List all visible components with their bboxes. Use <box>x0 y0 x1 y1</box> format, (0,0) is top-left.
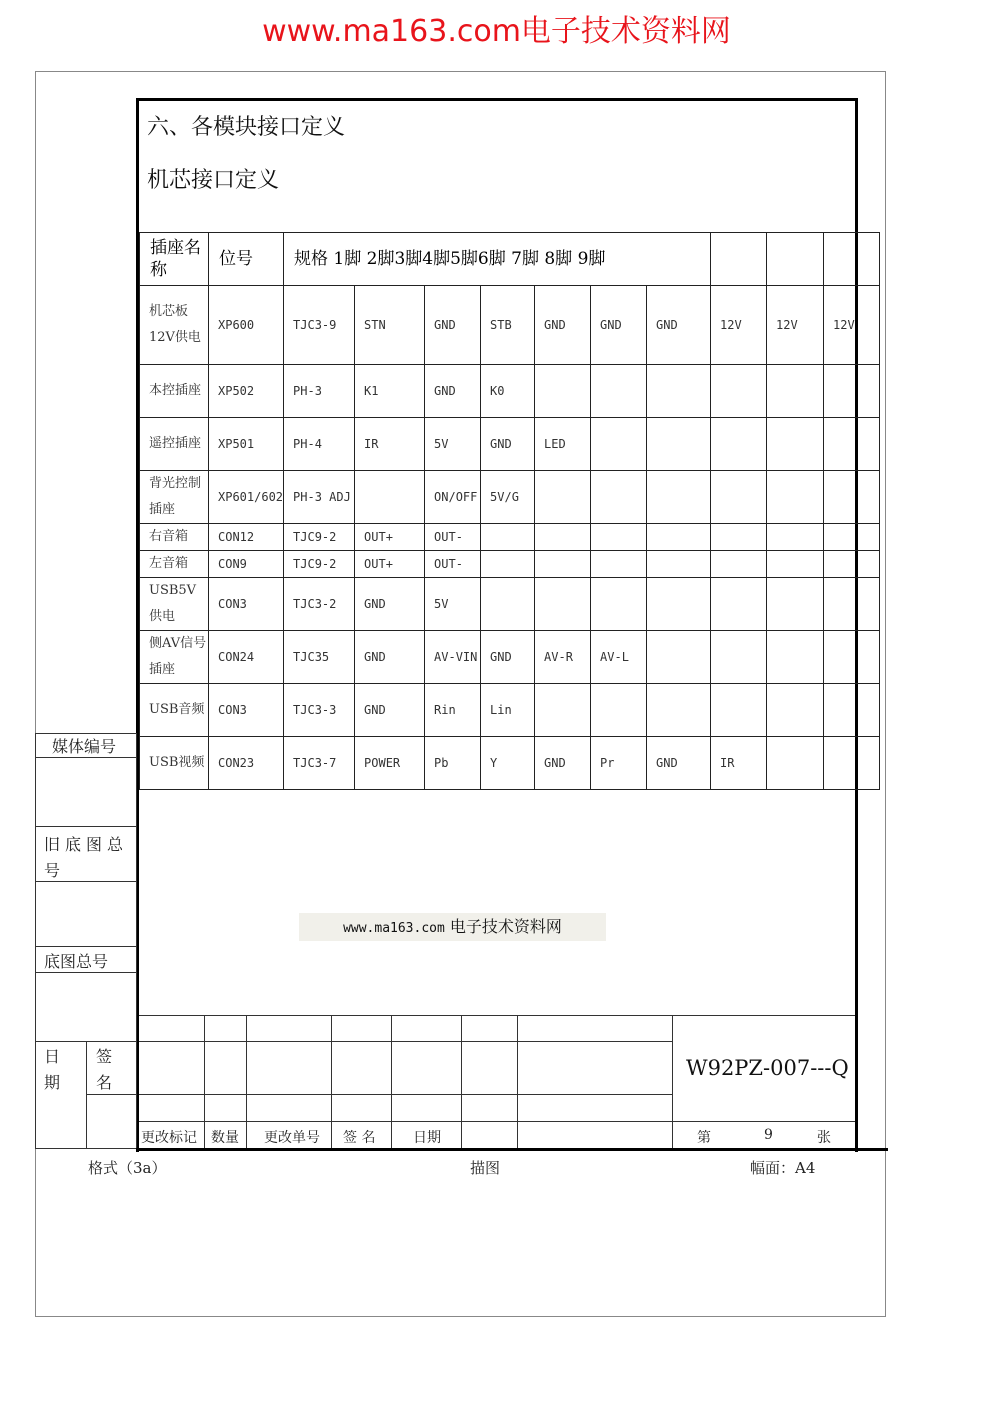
pin-5-cell: AV-L <box>591 631 647 684</box>
format-label: 格式（3a） <box>88 1159 167 1177</box>
quantity-label: 数量 <box>211 1130 239 1146</box>
pin-1-cell <box>355 471 425 524</box>
signature-label: 签 名 <box>343 1130 376 1146</box>
pin-8-cell <box>767 578 824 631</box>
sheet-prefix: 第 <box>697 1130 711 1146</box>
pin-5-cell <box>591 418 647 471</box>
pin-2-cell: ON/OFF <box>425 471 481 524</box>
spec-cell: TJC3-9 <box>284 286 355 365</box>
pin-6-cell <box>647 418 711 471</box>
pin-7-cell <box>711 631 767 684</box>
pin-5-cell <box>591 684 647 737</box>
pin-5-cell <box>591 524 647 551</box>
pin-2-cell: GND <box>425 365 481 418</box>
pin-8-cell: 12V <box>767 286 824 365</box>
pin-3-cell: GND <box>481 418 535 471</box>
pin-5-cell <box>591 365 647 418</box>
pin-6-cell <box>647 631 711 684</box>
socket-name-cell: 机芯板12V供电 <box>140 286 209 365</box>
pin-3-cell <box>481 551 535 578</box>
header-spec-pins: 规格 1脚 2脚3脚4脚5脚6脚 7脚 8脚 9脚 <box>284 233 711 286</box>
pin-1-cell: GND <box>355 684 425 737</box>
socket-name-cell: 侧AV信号插座 <box>140 631 209 684</box>
spec-cell: TJC3-3 <box>284 684 355 737</box>
media-no-label: 媒体编号 <box>52 737 117 756</box>
socket-name-cell: 左音箱 <box>140 551 209 578</box>
pin-8-cell <box>767 418 824 471</box>
pin-8-cell <box>767 684 824 737</box>
spec-cell: PH-3 <box>284 365 355 418</box>
pin-9-cell <box>824 471 880 524</box>
pin-2-cell: 5V <box>425 418 481 471</box>
pin-7-cell <box>711 365 767 418</box>
sheet-number: 9 <box>764 1127 773 1143</box>
table-row <box>140 471 880 524</box>
pin-5-cell: Pr <box>591 737 647 790</box>
ref-cell: CON24 <box>209 631 284 684</box>
pin-6-cell <box>647 551 711 578</box>
spec-cell: PH-4 <box>284 418 355 471</box>
pin-2-cell: AV-VIN <box>425 631 481 684</box>
interface-table <box>139 232 880 790</box>
pin-7-cell <box>711 578 767 631</box>
pin-2-cell: OUT- <box>425 551 481 578</box>
title-block-line <box>204 1015 205 1149</box>
pin-2-cell: Rin <box>425 684 481 737</box>
table-row <box>140 418 880 471</box>
pin-8-cell <box>767 631 824 684</box>
pin-9-cell <box>824 737 880 790</box>
pin-4-cell: LED <box>535 418 591 471</box>
change-mark-label: 更改标记 <box>141 1130 197 1146</box>
socket-name-cell: USB音频 <box>140 684 209 737</box>
pin-9-cell <box>824 418 880 471</box>
pin-6-cell <box>647 578 711 631</box>
pin-4-cell: GND <box>535 737 591 790</box>
pin-4-cell: GND <box>535 286 591 365</box>
paper-size-label: 幅面：A4 <box>750 1159 816 1177</box>
ref-cell: CON9 <box>209 551 284 578</box>
sign-value-box <box>86 1094 137 1149</box>
table-row <box>140 737 880 790</box>
pin-9-cell <box>824 551 880 578</box>
title-block-line <box>331 1015 332 1149</box>
pin-3-cell <box>481 578 535 631</box>
ref-cell: CON12 <box>209 524 284 551</box>
date-label-bottom: 日期 <box>413 1130 441 1146</box>
ref-cell: XP600 <box>209 286 284 365</box>
pin-4-cell <box>535 684 591 737</box>
pin-1-cell: GND <box>355 578 425 631</box>
spec-cell: TJC3-7 <box>284 737 355 790</box>
sign-label: 签名 <box>96 1047 113 1092</box>
pin-4-cell <box>535 524 591 551</box>
section-heading: 六、各模块接口定义 <box>147 115 346 140</box>
spec-cell: TJC35 <box>284 631 355 684</box>
change-no-label: 更改单号 <box>264 1130 320 1146</box>
pin-5-cell <box>591 578 647 631</box>
date-label: 日期 <box>44 1047 61 1092</box>
pin-3-cell: 5V/G <box>481 471 535 524</box>
title-block-line <box>517 1015 518 1149</box>
spec-cell: TJC3-2 <box>284 578 355 631</box>
spec-cell: TJC9-2 <box>284 551 355 578</box>
pin-5-cell <box>591 471 647 524</box>
ref-cell: XP502 <box>209 365 284 418</box>
socket-name-cell: 右音箱 <box>140 524 209 551</box>
pin-5-cell: GND <box>591 286 647 365</box>
pin-4-cell <box>535 578 591 631</box>
ref-cell: XP501 <box>209 418 284 471</box>
pin-8-cell <box>767 737 824 790</box>
pin-4-cell: AV-R <box>535 631 591 684</box>
socket-name-cell: 本控插座 <box>140 365 209 418</box>
pin-5-cell <box>591 551 647 578</box>
table-row <box>140 365 880 418</box>
pin-6-cell <box>647 524 711 551</box>
pin-1-cell: GND <box>355 631 425 684</box>
table-row <box>140 286 880 365</box>
ref-cell: XP601/602 <box>209 471 284 524</box>
socket-name-cell: 遥控插座 <box>140 418 209 471</box>
ref-cell: CON23 <box>209 737 284 790</box>
table-header-row <box>140 233 880 286</box>
pin-9-cell <box>824 684 880 737</box>
drawing-label: 描图 <box>470 1159 501 1177</box>
table-row <box>140 578 880 631</box>
site-banner: www.ma163.com电子技术资料网 <box>262 14 731 49</box>
pin-3-cell: GND <box>481 631 535 684</box>
pin-1-cell: IR <box>355 418 425 471</box>
title-block-line <box>246 1015 247 1149</box>
spec-cell: TJC9-2 <box>284 524 355 551</box>
table-row <box>140 631 880 684</box>
watermark-url: www.ma163.com <box>343 921 445 936</box>
pin-1-cell: OUT+ <box>355 524 425 551</box>
title-block-line <box>672 1015 673 1149</box>
pin-3-cell: Y <box>481 737 535 790</box>
spec-cell: PH-3 ADJ <box>284 471 355 524</box>
subsection-heading: 机芯接口定义 <box>147 168 280 193</box>
title-block-line <box>139 1041 672 1042</box>
pin-8-cell <box>767 365 824 418</box>
socket-name-cell: 背光控制插座 <box>140 471 209 524</box>
document-number: W92PZ-007---Q <box>686 1056 849 1080</box>
pin-3-cell: STB <box>481 286 535 365</box>
pin-2-cell: 5V <box>425 578 481 631</box>
title-block-line <box>139 1094 672 1095</box>
pin-9-cell <box>824 631 880 684</box>
ref-cell: CON3 <box>209 684 284 737</box>
pin-8-cell <box>767 524 824 551</box>
pin-1-cell: K1 <box>355 365 425 418</box>
pin-1-cell: POWER <box>355 737 425 790</box>
sheet-suffix: 张 <box>817 1130 831 1146</box>
pin-9-cell: 12V <box>824 286 880 365</box>
pin-7-cell <box>711 418 767 471</box>
pin-2-cell: Pb <box>425 737 481 790</box>
pin-6-cell: GND <box>647 286 711 365</box>
media-no-value-box <box>35 757 137 827</box>
base-no-label: 底图总号 <box>44 952 109 971</box>
pin-1-cell: STN <box>355 286 425 365</box>
pin-7-cell: 12V <box>711 286 767 365</box>
pin-6-cell <box>647 684 711 737</box>
pin-8-cell <box>767 471 824 524</box>
table-row <box>140 684 880 737</box>
bottom-rule <box>136 1148 888 1151</box>
header-socket-name: 插座名称 <box>140 233 209 286</box>
watermark <box>299 913 606 941</box>
pin-6-cell <box>647 471 711 524</box>
pin-3-cell: Lin <box>481 684 535 737</box>
pin-4-cell <box>535 551 591 578</box>
pin-4-cell <box>535 365 591 418</box>
pin-9-cell <box>824 524 880 551</box>
watermark-text: 电子技术资料网 <box>449 917 562 936</box>
ref-cell: CON3 <box>209 578 284 631</box>
pin-4-cell <box>535 471 591 524</box>
pin-7-cell <box>711 524 767 551</box>
pin-3-cell <box>481 524 535 551</box>
pin-2-cell: GND <box>425 286 481 365</box>
pin-6-cell: GND <box>647 737 711 790</box>
title-block-line <box>391 1015 392 1149</box>
table-row <box>140 551 880 578</box>
pin-1-cell: OUT+ <box>355 551 425 578</box>
pin-7-cell <box>711 684 767 737</box>
pin-8-cell <box>767 551 824 578</box>
pin-7-cell <box>711 551 767 578</box>
socket-name-cell: USB视频 <box>140 737 209 790</box>
header-ref: 位号 <box>209 233 284 286</box>
pin-9-cell <box>824 365 880 418</box>
pin-3-cell: K0 <box>481 365 535 418</box>
title-block-line <box>461 1015 462 1149</box>
table-row <box>140 524 880 551</box>
pin-2-cell: OUT- <box>425 524 481 551</box>
socket-name-cell: USB5V供电 <box>140 578 209 631</box>
pin-7-cell <box>711 471 767 524</box>
pin-7-cell: IR <box>711 737 767 790</box>
old-base-no-label: 旧底图总号 <box>44 835 129 880</box>
pin-6-cell <box>647 365 711 418</box>
pin-9-cell <box>824 578 880 631</box>
base-no-value-box <box>35 972 137 1042</box>
old-base-no-value-box <box>35 881 137 947</box>
